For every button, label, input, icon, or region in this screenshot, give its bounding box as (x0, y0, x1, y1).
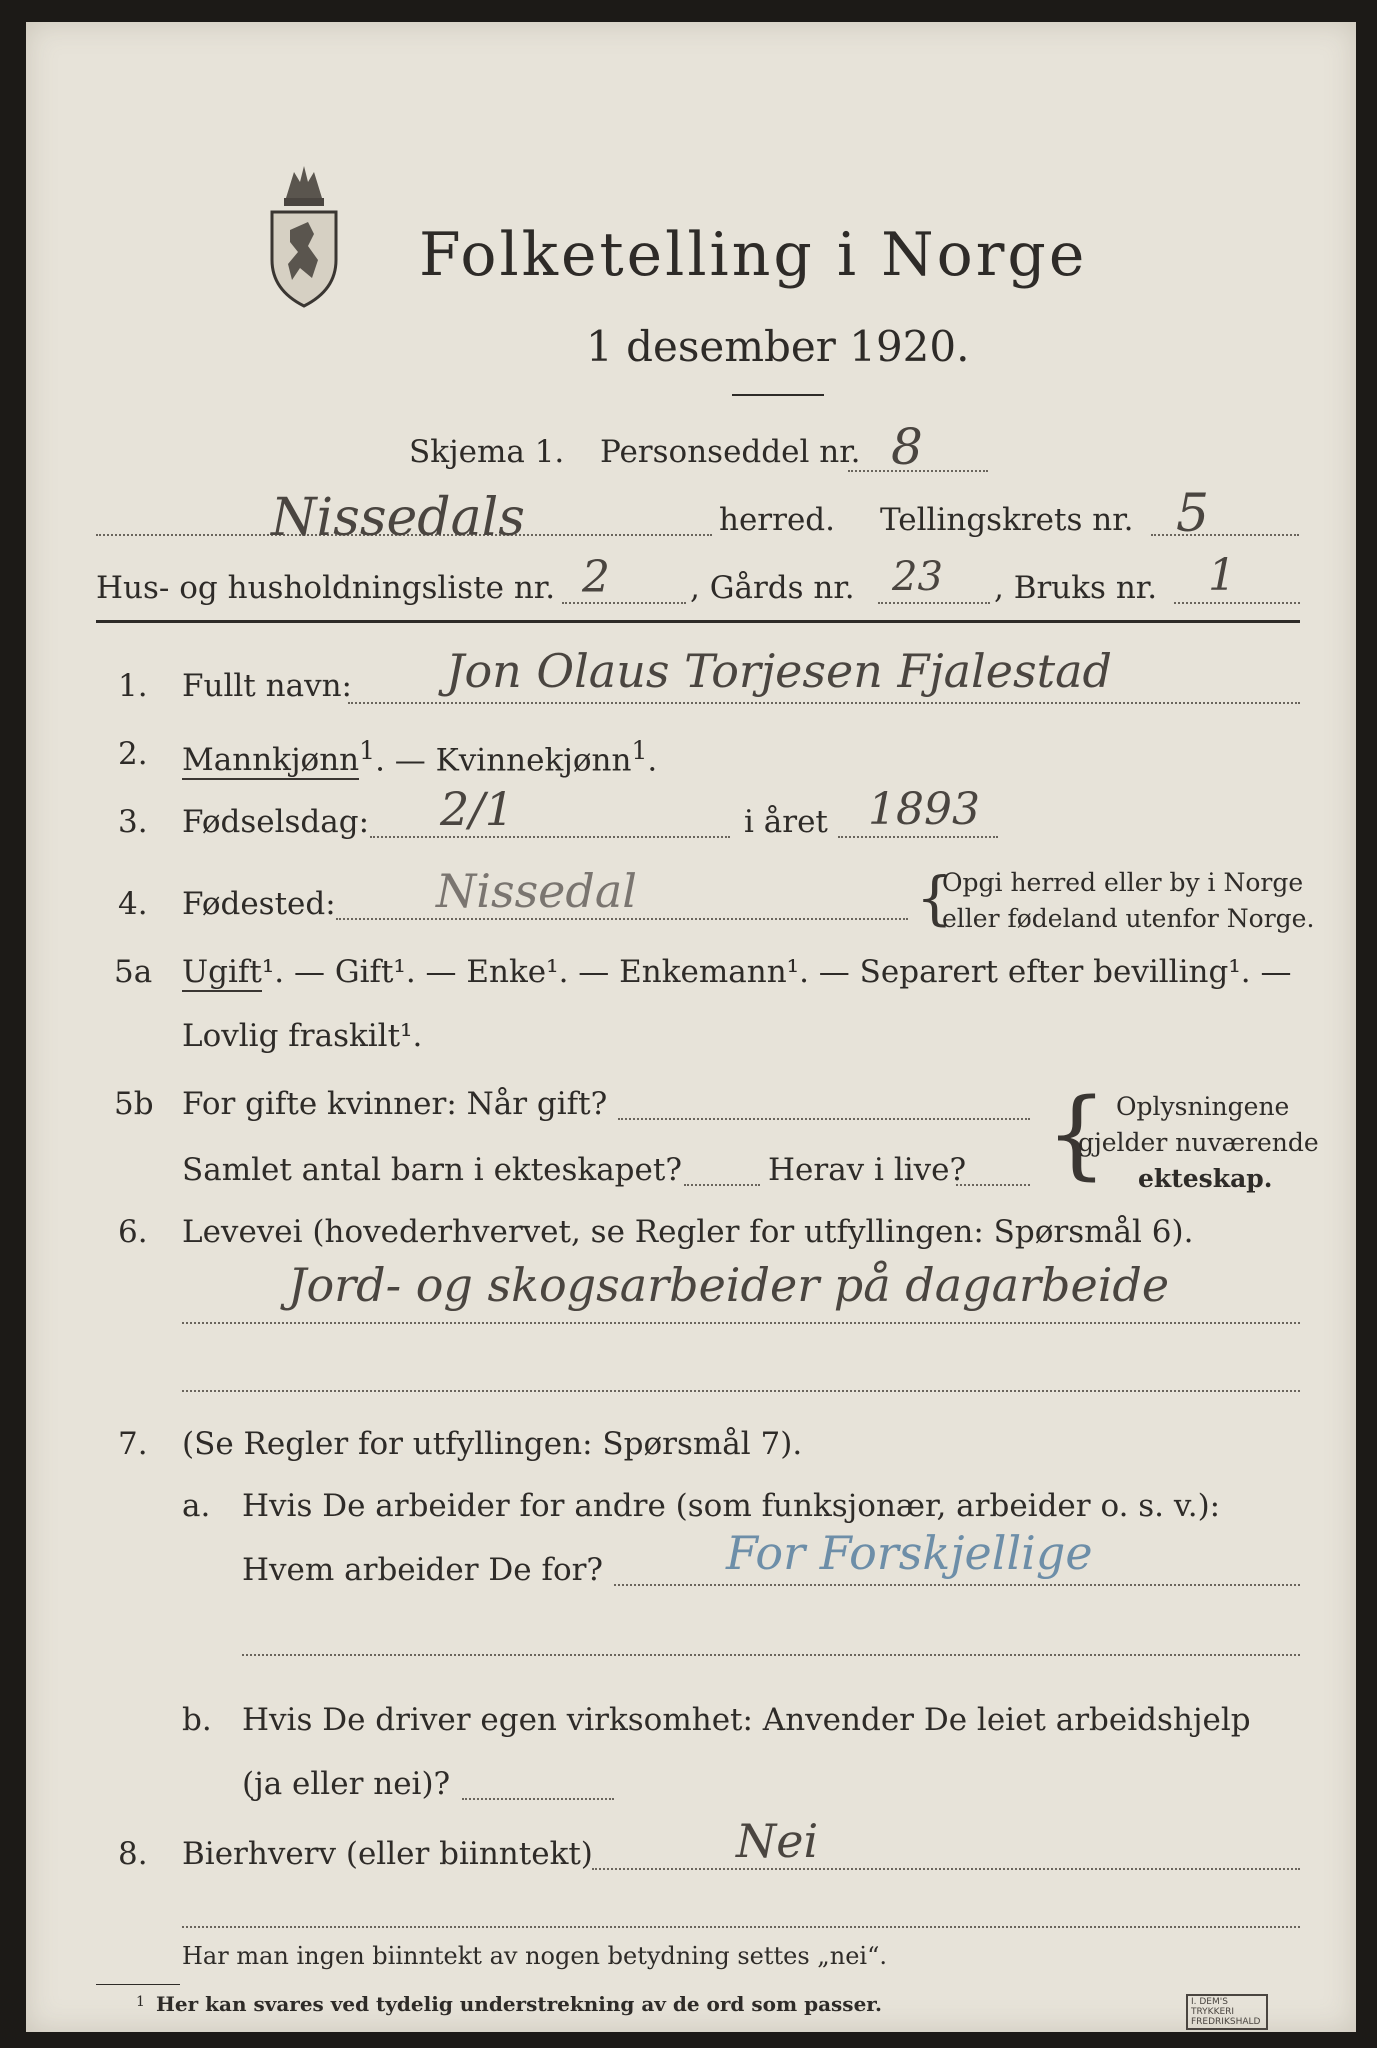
q5b-line3 (956, 1184, 1030, 1186)
q7a-employer-value: For Forskjellige (726, 1526, 1093, 1580)
q2-gender-options (182, 736, 657, 778)
q5a-line2: Lovlig fraskilt¹. (182, 1018, 423, 1054)
q5a-options (182, 954, 1291, 990)
label-herred: herred. (719, 502, 835, 538)
hus-value: 2 (582, 552, 610, 603)
label-personseddel: Personseddel nr. (600, 434, 861, 470)
q5a-other-options: ¹. — Gift¹. — Enke¹. — Enkemann¹. — Separert efter bevilling¹. — (261, 954, 1292, 990)
q2-footnote-ref-1: 1 (359, 736, 376, 765)
q5b-label-alive: Herav i live? (768, 1152, 967, 1188)
header-separator (96, 620, 1300, 623)
q1-number: 1. (118, 668, 148, 704)
q5b-label-married-when: For gifte kvinner: Når gift? (182, 1086, 608, 1122)
q7-label: (Se Regler for utfyllingen: Spørsmål 7). (182, 1426, 803, 1462)
footnote-mark: 1 (136, 1994, 145, 2010)
q8-line2 (182, 1926, 1300, 1928)
q8-number: 8. (118, 1836, 148, 1872)
q5b-note-line3: ekteskap. (1138, 1164, 1273, 1193)
q5b-line1 (618, 1118, 1030, 1120)
q6-line2 (182, 1390, 1300, 1392)
q4-birthplace-value: Nissedal (436, 864, 637, 918)
footnote-text: Her kan svares ved tydelig understrekning av de ord som passer. (156, 1992, 882, 2016)
q7a-line2 (242, 1654, 1300, 1656)
q1-full-name-value: Jon Olaus Torjesen Fjalestad (446, 644, 1112, 698)
label-bruks: , Bruks nr. (994, 570, 1158, 606)
q7-number: 7. (118, 1426, 148, 1462)
q5a-number: 5a (114, 954, 153, 990)
gards-value: 23 (892, 554, 943, 600)
bruks-line (1174, 602, 1300, 604)
tellingskrets-line (1151, 534, 1299, 536)
census-date: 1 desember 1920. (586, 322, 970, 371)
q5b-brace: { (1046, 1078, 1108, 1190)
q3-year-label: i året (744, 804, 828, 840)
bruks-value: 1 (1208, 550, 1236, 601)
label-husholdningsliste: Hus- og husholdningsliste nr. (96, 570, 556, 606)
q4-number: 4. (118, 886, 148, 922)
label-gards: , Gårds nr. (690, 570, 855, 606)
q3-year-value: 1893 (868, 784, 980, 835)
q7a-line1 (614, 1584, 1300, 1586)
census-form-sheet (26, 22, 1356, 2032)
q6-number: 6. (118, 1214, 148, 1250)
q7a-letter: a. (182, 1488, 211, 1524)
printer-stamp: I. DEM'S TRYKKERI FREDRIKSHALD (1186, 1994, 1268, 2030)
norway-coat-of-arms-icon (264, 160, 344, 310)
form-title: Folketelling i Norge (419, 220, 1088, 290)
q6-label: Levevei (hovederhvervet, se Regler for utfyllingen: Spørsmål 6). (182, 1214, 1194, 1250)
q2-option-female: Kvinnekjønn (435, 742, 632, 779)
q4-label: Fødested: (182, 886, 336, 922)
herred-value: Nissedals (271, 488, 525, 548)
q3-year-line (838, 836, 998, 838)
q5b-label-children: Samlet antal barn i ekteskapet? (182, 1152, 682, 1188)
q7b-question: (ja eller nei)? (242, 1766, 451, 1802)
personseddel-value: 8 (891, 418, 923, 476)
gards-line (878, 602, 990, 604)
q7a-text: Hvis De arbeider for andre (som funksjonær, arbeider o. s. v.): (242, 1488, 1221, 1524)
q8-label: Bierhverv (eller biinntekt) (182, 1836, 593, 1872)
q5b-note-line2: gjelder nuværende (1078, 1128, 1319, 1157)
q6-line1 (182, 1322, 1300, 1324)
q8-line1 (592, 1868, 1300, 1870)
q3-number: 3. (118, 804, 148, 840)
footer-note: Har man ingen biinntekt av nogen betydning settes „nei“. (182, 1942, 887, 1970)
footnote-divider (96, 1984, 180, 1985)
q7b-letter: b. (182, 1702, 212, 1738)
q5b-note-line1: Oplysningene (1116, 1092, 1290, 1121)
q8-side-income-value: Nei (736, 1814, 819, 1868)
q5b-number: 5b (114, 1086, 154, 1122)
q3-line (370, 836, 730, 838)
q1-line (348, 702, 1300, 704)
q6-occupation-value: Jord- og skogsarbeider på dagarbeide (288, 1258, 1170, 1312)
q4-note-line1: Opgi herred eller by i Norge (942, 868, 1304, 897)
q2-separator: . — (375, 742, 436, 779)
q2-end: . (647, 742, 658, 779)
q2-number: 2. (118, 736, 148, 772)
label-skjema: Skjema 1. (409, 434, 565, 470)
q3-birthdate-value: 2/1 (440, 782, 515, 836)
q5b-line2 (684, 1184, 760, 1186)
q2-option-male: Mannkjønn (182, 742, 360, 779)
q4-note-line2: eller fødeland utenfor Norge. (942, 904, 1315, 933)
q3-label: Fødselsdag: (182, 804, 370, 840)
q4-line (336, 918, 908, 920)
q4-brace: { (916, 864, 953, 932)
q5a-option-ugift: Ugift (182, 954, 262, 990)
tellingskrets-value: 5 (1176, 484, 1210, 544)
q7b-line (462, 1798, 614, 1800)
hus-line (562, 602, 686, 604)
title-divider (732, 394, 824, 396)
q1-label: Fullt navn: (182, 668, 352, 704)
q2-footnote-ref-2: 1 (631, 736, 648, 765)
q7a-question: Hvem arbeider De for? (242, 1552, 604, 1588)
q7b-text: Hvis De driver egen virksomhet: Anvender De leiet arbeidshjelp (242, 1702, 1251, 1738)
label-tellingskrets: Tellingskrets nr. (880, 502, 1134, 538)
